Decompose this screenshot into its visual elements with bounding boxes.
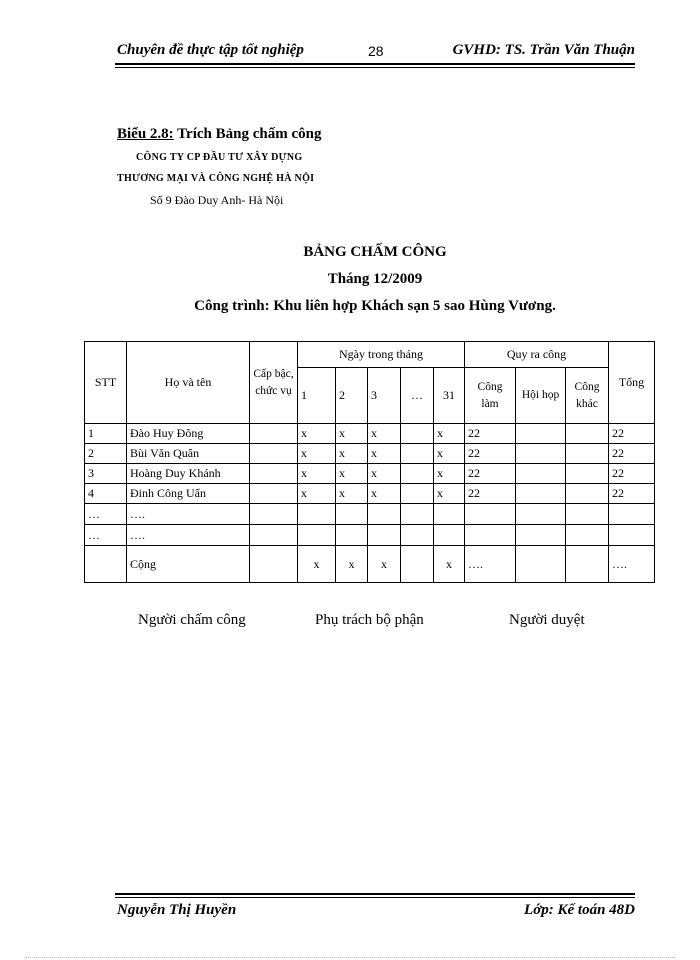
cell-total: 22 <box>609 424 655 444</box>
company-address: Số 9 Đào Duy Anh- Hà Nội <box>150 193 284 207</box>
header-hoi-hop: Hội họp <box>516 368 566 424</box>
cell-cong-lam: 22 <box>465 484 516 504</box>
header-day-3: 3 <box>368 368 401 424</box>
cell-hoi-hop <box>516 424 566 444</box>
header-total: Tổng <box>609 342 655 424</box>
cell-day-31 <box>434 504 465 525</box>
header-convert-group: Quy ra công <box>465 342 609 368</box>
cell-day-3: x <box>368 424 401 444</box>
cell-rank <box>250 525 298 546</box>
cell-day-31: x <box>434 484 465 504</box>
cell-cong-lam <box>465 504 516 525</box>
cell-cong-khac <box>566 464 609 484</box>
header-cong-khac: Công khác <box>566 368 609 424</box>
cell-day-ellipsis <box>401 424 434 444</box>
page-title: BẢNG CHẤM CÔNG <box>303 244 447 260</box>
cell-cong-khac <box>566 424 609 444</box>
cell-total: 22 <box>609 444 655 464</box>
cell-hoi-hop <box>516 504 566 525</box>
cell-day-ellipsis <box>401 546 434 583</box>
cell-day-1: x <box>298 444 336 464</box>
cell-cong-lam: 22 <box>465 424 516 444</box>
header-right: GVHD: TS. Trần Văn Thuận <box>452 42 635 58</box>
cell-name: Đào Huy Đông <box>127 424 250 444</box>
header-day-ellipsis: … <box>401 368 434 424</box>
page-edge-dotted <box>25 957 675 958</box>
signature-dept-head: Phụ trách bộ phận <box>315 612 424 628</box>
cell-cong-lam <box>465 525 516 546</box>
cell-name: …. <box>127 525 250 546</box>
cell-total: …. <box>609 546 655 583</box>
cell-total: 22 <box>609 484 655 504</box>
cell-cong-khac <box>566 444 609 464</box>
table-row <box>85 464 655 484</box>
footer-rule-thick <box>115 893 635 895</box>
cell-day-1: x <box>298 484 336 504</box>
cell-day-ellipsis <box>401 525 434 546</box>
cell-day-2: x <box>336 484 368 504</box>
signature-timekeeper: Người chấm công <box>138 612 246 628</box>
cell-stt <box>85 546 127 583</box>
page-number: 28 <box>368 43 384 59</box>
cell-day-1 <box>298 525 336 546</box>
header-rank: Cấp bậc, chức vụ <box>250 342 298 424</box>
table-row <box>85 444 655 464</box>
cell-day-3: x <box>368 444 401 464</box>
company-name-line2: THƯƠNG MẠI VÀ CÔNG NGHỆ HÀ NỘI <box>117 173 315 184</box>
company-name-line1: CÔNG TY CP ĐẦU TƯ XÂY DỰNG <box>136 152 303 163</box>
cell-day-3: x <box>368 484 401 504</box>
header-rule-thin <box>115 67 635 68</box>
project-label: Công trình: Khu liên hợp Khách sạn 5 sao Hùng Vương. <box>194 298 556 314</box>
table-row <box>85 424 655 444</box>
footer-author: Nguyễn Thị Huyền <box>117 902 237 918</box>
cell-day-2 <box>336 504 368 525</box>
cell-cong-khac <box>566 525 609 546</box>
header-row-1 <box>85 342 655 368</box>
caption-label: Biểu 2.8: <box>117 126 174 142</box>
cell-day-ellipsis <box>401 464 434 484</box>
total-row-label: Cộng <box>127 546 250 583</box>
cell-day-ellipsis <box>401 444 434 464</box>
cell-day-ellipsis <box>401 484 434 504</box>
total-row <box>85 546 655 583</box>
cell-name: Hoàng Duy Khánh <box>127 464 250 484</box>
cell-name: Đinh Công Uẩn <box>127 484 250 504</box>
cell-rank <box>250 464 298 484</box>
cell-stt: 1 <box>85 424 127 444</box>
table-row <box>85 484 655 504</box>
header-name: Họ và tên <box>127 342 250 424</box>
figure-caption <box>117 126 321 143</box>
cell-total <box>609 504 655 525</box>
cell-day-1: x <box>298 464 336 484</box>
cell-hoi-hop <box>516 546 566 583</box>
cell-day-31 <box>434 525 465 546</box>
footer-class: Lớp: Kế toán 48D <box>524 902 635 918</box>
caption-text: Trích Bảng chấm công <box>173 126 322 142</box>
cell-stt: … <box>85 525 127 546</box>
cell-day-2: x <box>336 546 368 583</box>
header-day-1: 1 <box>298 368 336 424</box>
cell-day-1: x <box>298 424 336 444</box>
cell-day-31: x <box>434 546 465 583</box>
cell-total <box>609 525 655 546</box>
cell-stt: … <box>85 504 127 525</box>
header-stt: STT <box>85 342 127 424</box>
cell-hoi-hop <box>516 484 566 504</box>
cell-cong-khac <box>566 484 609 504</box>
cell-day-31: x <box>434 464 465 484</box>
cell-stt: 4 <box>85 484 127 504</box>
cell-day-2 <box>336 525 368 546</box>
cell-cong-lam: 22 <box>465 444 516 464</box>
cell-day-3 <box>368 525 401 546</box>
cell-day-1 <box>298 504 336 525</box>
cell-rank <box>250 484 298 504</box>
cell-day-2: x <box>336 424 368 444</box>
cell-stt: 2 <box>85 444 127 464</box>
header-left: Chuyên đề thực tập tốt nghiệp <box>117 42 304 58</box>
cell-cong-lam: …. <box>465 546 516 583</box>
cell-day-ellipsis <box>401 504 434 525</box>
header-days-group: Ngày trong tháng <box>298 342 465 368</box>
header-cong-lam: Công làm <box>465 368 516 424</box>
cell-day-3: x <box>368 546 401 583</box>
cell-rank <box>250 424 298 444</box>
cell-rank <box>250 504 298 525</box>
cell-day-31: x <box>434 444 465 464</box>
footer-rule-thin <box>115 897 635 898</box>
header-day-2: 2 <box>336 368 368 424</box>
cell-day-2: x <box>336 464 368 484</box>
cell-day-1: x <box>298 546 336 583</box>
cell-rank <box>250 546 298 583</box>
cell-hoi-hop <box>516 444 566 464</box>
header-rule-thick <box>115 63 635 65</box>
signature-approver: Người duyệt <box>509 612 585 628</box>
cell-cong-khac <box>566 504 609 525</box>
cell-hoi-hop <box>516 525 566 546</box>
cell-name: Bùi Văn Quân <box>127 444 250 464</box>
cell-hoi-hop <box>516 464 566 484</box>
cell-rank <box>250 444 298 464</box>
cell-stt: 3 <box>85 464 127 484</box>
cell-day-3 <box>368 504 401 525</box>
cell-day-2: x <box>336 444 368 464</box>
timesheet-table <box>84 341 655 583</box>
table-row <box>85 504 655 525</box>
cell-day-3: x <box>368 464 401 484</box>
cell-cong-khac <box>566 546 609 583</box>
header-day-31: 31 <box>434 368 465 424</box>
table-row <box>85 525 655 546</box>
month-label: Tháng 12/2009 <box>327 271 423 287</box>
cell-name: …. <box>127 504 250 525</box>
cell-day-31: x <box>434 424 465 444</box>
cell-cong-lam: 22 <box>465 464 516 484</box>
cell-total: 22 <box>609 464 655 484</box>
